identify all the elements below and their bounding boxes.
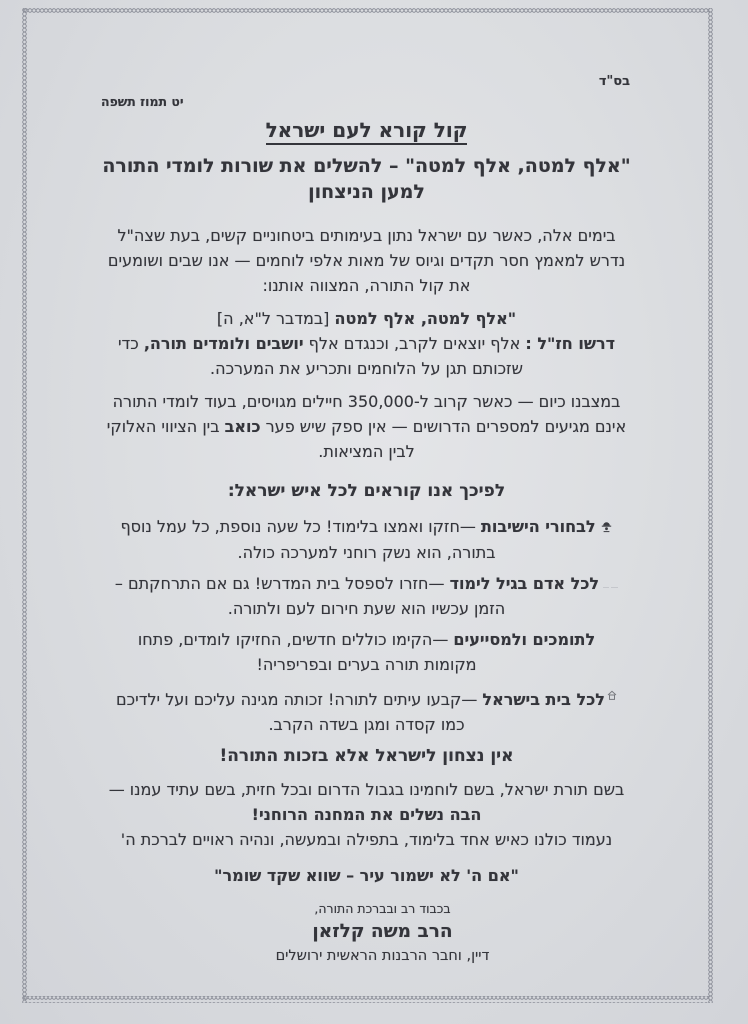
intro-line1: בימים אלה, כאשר עם ישראל נתון בעימותים ביטחוניים קשים, בעת שצה"ל (117, 226, 616, 245)
closing-paragraph (23, 777, 710, 852)
bullet-line1: לבחורי הישיבות —חזקו ואמצו בלימוד! כל שעה נוספת, כל עמל נוסף (23, 514, 710, 540)
besed-header: בס"ד (598, 74, 630, 89)
bullet-line1: לכל בית בישראל —קבעו עיתים לתורה! זכותה מגינה עליכם ועל ילדיכם (23, 683, 710, 712)
midrash-line3: שזכותם תגן על הלוחמים ותכריע את המערכה. (210, 359, 523, 378)
call-heading: לפיכך אנו קוראים לכל איש ישראל: (227, 481, 506, 501)
intro-line3: את קול התורה, המצווה אותנו: (262, 276, 471, 295)
bullet-line2: בתורה, הוא נשק רוחני למערכה כולה. (237, 543, 496, 562)
signature-role: דיין, וחבר הרבנות הראשית ירושלים (275, 948, 490, 964)
letter-body (23, 0, 710, 966)
midrash-line1: "אלף למטה, אלף למטה [במדבר ל"א, ה] (216, 309, 517, 328)
signature-greeting: בכבוד רב ובברכת התורה, (314, 901, 451, 916)
bullet-learning-age (23, 571, 710, 621)
bullet-line2: מקומות תורה בערים ובפריפריה! (256, 655, 477, 674)
situation-line1: במצבנו כיום — כאשר קרוב ל-350,000 חיילים מגויסים, בעוד לומדי התורה (112, 392, 621, 411)
student-icon (600, 515, 613, 540)
faded-icon (603, 571, 618, 596)
page-title (23, 117, 710, 143)
bullet-line1: לכל אדם בגיל לימוד —חזרו לספסל בית המדרש! גם אם התרחקתם – (23, 571, 710, 596)
subtitle (23, 153, 710, 205)
situation-line2: אינם מגיעים למספרים הדרושים — אין ספק שיש פער כואב בין הציווי האלוקי (106, 417, 627, 436)
bullet-yeshiva-students (23, 514, 710, 565)
signature-block (39, 900, 726, 966)
call-items (23, 514, 710, 737)
signature-name: הרב משה קלזאן (312, 921, 453, 942)
bullet-supporters (23, 627, 710, 677)
midrash-line2: דרשו חז"ל : אלף יוצאים לקרב, וכנגדם אלף יושבים ולומדים תורה, כדי (117, 334, 616, 353)
page-title-text: קול קורא לעם ישראל (266, 118, 468, 145)
bullet-line2: הזמן עכשיו הוא שעת חירום לעם ולתורה. (227, 599, 506, 618)
closing-line1: בשם תורת ישראל, בשם לוחמינו בגבול הדרום ובכל חזית, בשם עתיד עמנו — (108, 780, 625, 799)
intro-line2: נדרש למאמץ חסר תקדים וגיוס של מאות אלפי לוחמים — אנו שבים ושומעים (107, 251, 626, 270)
bullet-line1: לתומכים ולמסייעים —הקימו כוללים חדשים, החזיקו לומדים, פתחו (137, 630, 596, 649)
psalm-quote: "אם ה' לא ישמור עיר – שווא שקד שומר" (214, 866, 519, 885)
situation-line3: לבין המציאות. (318, 442, 415, 461)
home-icon (607, 683, 617, 708)
bullet-line2: כמו קסדה ומגן בשדה הקרב. (268, 715, 465, 734)
subtitle-line2: למען הניצחון (308, 181, 425, 203)
midrash-quote (23, 306, 710, 381)
situation-paragraph (23, 389, 710, 464)
closing-line2: הבה נשלים את המחנה הרוחני! (251, 805, 482, 824)
hebrew-date: יט תמוז תשפה (101, 94, 184, 109)
subtitle-line1: "אלף למטה, אלף למטה" – להשלים את שורות לומדי התורה (102, 155, 631, 177)
closing-line3: נעמוד כולנו כאיש אחד בלימוד, בתפילה ובמעשה, ונהיה ראויים לברכת ה' (120, 830, 613, 849)
victory-line: אין נצחון לישראל אלא בזכות התורה! (219, 746, 514, 766)
intro-paragraph (23, 223, 710, 298)
bullet-every-home (23, 683, 710, 737)
